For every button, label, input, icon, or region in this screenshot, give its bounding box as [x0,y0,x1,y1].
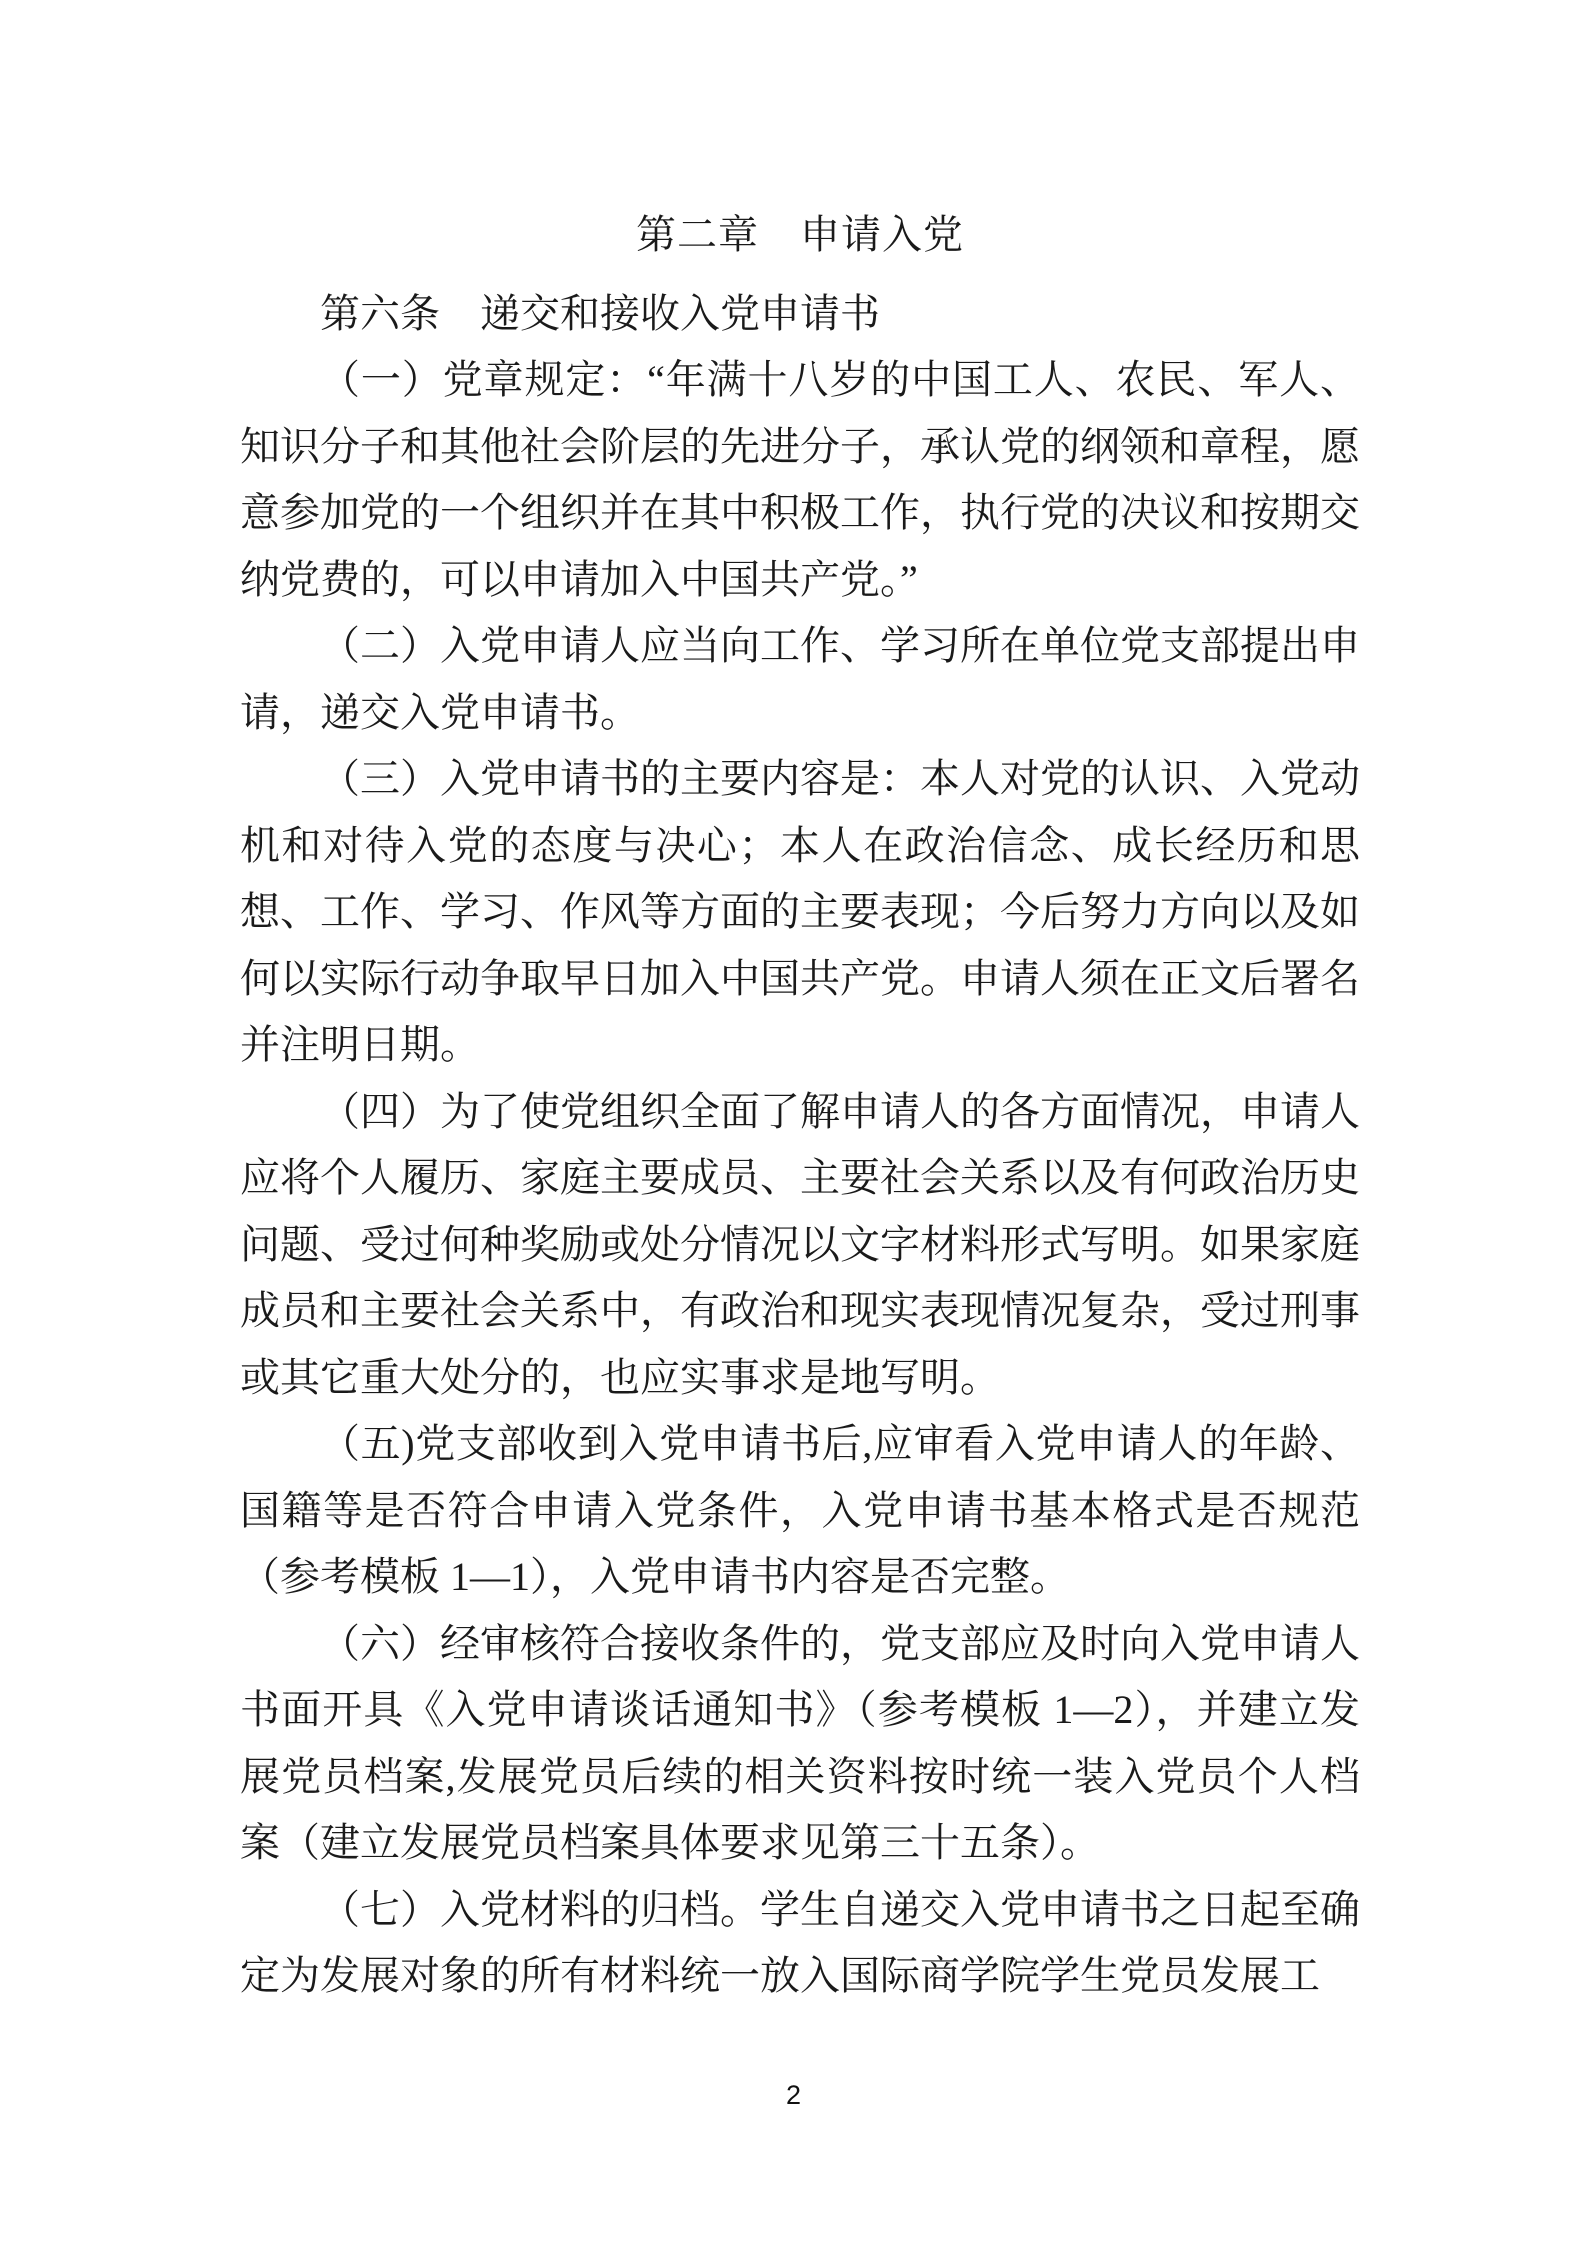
chapter-title: 第二章 申请入党 [636,212,964,257]
paragraph-2: （二）入党申请人应当向工作、学习所在单位党支部提出申请，递交入党申请书。 [240,623,1360,735]
section-heading: 第六条 递交和接收入党申请书 [320,290,880,336]
paragraph-1: （一）党章规定：“年满十八岁的中国工人、农民、军人、知识分子和其他社会阶层的先进分子，承认党的纲领和章程，愿意参加党的一个组织并在其中积极工作，执行党的决议和按期交纳党费的，可以申请加入中国共产党。” [240,357,1360,602]
paragraph-7: （七）入党材料的归档。学生自递交入党申请书之日起至确定为发展对象的所有材料统一放入国际商学院学生党员发展工 [240,1886,1360,1998]
page-content [240,202,1360,2010]
paragraph-4: （四）为了使党组织全面了解申请人的各方面情况，申请人应将个人履历、家庭主要成员、主要社会关系以及有何政治历史问题、受过何种奖励或处分情况以文字材料形式写明。如果家庭成员和主要社会关系中，有政治和现实表现情况复杂，受过刑事或其它重大处分的，也应实事求是地写明。 [240,1088,1360,1400]
paragraph-5: （五)党支部收到入党申请书后,应审看入党申请人的年龄、国籍等是否符合申请入党条件，入党申请书基本格式是否规范（参考模板 1—1），入党申请书内容是否完整。 [240,1421,1360,1599]
page-number: 2 [785,2080,802,2110]
paragraph-3: （三）入党申请书的主要内容是：本人对党的认识、入党动机和对待入党的态度与决心；本人在政治信念、成长经历和思想、工作、学习、作风等方面的主要表现；今后努力方向以及如何以实际行动争取早日加入中国共产党。申请人须在正文后署名并注明日期。 [240,756,1360,1067]
paragraph-6: （六）经审核符合接收条件的，党支部应及时向入党申请人书面开具《入党申请谈话通知书》（参考模板 1—2），并建立发展党员档案,发展党员后续的相关资料按时统一装入党员个人档案（建立发展党员档案具体要求见第三十五条）。 [240,1620,1360,1865]
